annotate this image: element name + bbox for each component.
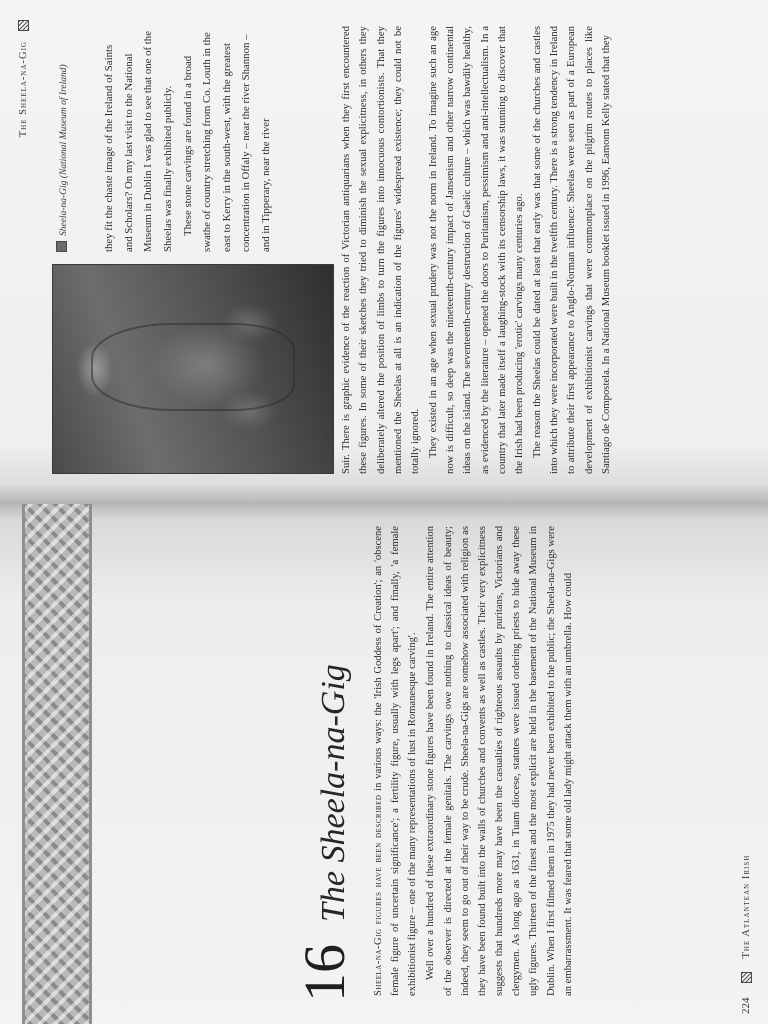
caption-text: Sheela-na-Gig (National Museum of Ireland) — [59, 64, 69, 236]
left-paragraph-2: Well over a hundred of these extraordinary stone figures have been found in Ireland. The entire attention of the observer is directed at the female genitals. The carvings owe nothing to classical ideas of beauty; indeed, they seem to go out of their way to be crude. Sheela-na-Gigs are somehow associated with religion as they have been found built into the walls of churches and convents as well as castles. Their very explicitness suggests that hundreds more may have been the casualties of righteous assaults by puritans, Victorians and clergymen. As long ago as 1631, in Tuam diocese, statutes were issued ordering priests to hide away these ugly figures. Thirteen of the finest and the most explicit are held in the basement of the National Museum in Dublin. When I first filmed them in 1975 they had never been exhibited to the public; the Sheela-na-Gigs were an embarrassment. It was feared that some old lady might attack them with an umbrella. How could — [425, 526, 574, 996]
photo-caption — [56, 32, 71, 252]
right-header — [18, 20, 29, 137]
right-body-text-column — [100, 28, 277, 252]
chapter-number: 16 — [292, 944, 357, 1002]
right-paragraph-1: they fit the chaste image of the Ireland of Saints and Scholars? On my last visit to the National Museum in Dublin I was glad to see that one of the Sheelas was finally exhibited publicly. — [103, 31, 174, 252]
chapter-title: The Sheela-na-Gig — [315, 664, 352, 922]
celtic-knot-border — [22, 504, 92, 1024]
left-running-head: The Atlantean Irish — [740, 854, 752, 959]
page-number: 224 — [740, 997, 752, 1014]
right-running-head: The Sheela-na-Gig — [18, 41, 29, 138]
left-paragraph-1-rest: in various ways: the 'Irish Goddess of Creation'; an 'obscene female figure of uncertain significance'; a fertility figure, usually with legs apart'; and finally, 'a female exhibitionist figure – one of the many representations of lust in Romanesque carving'. — [373, 526, 419, 996]
knot-ornament-icon — [741, 973, 752, 984]
left-body-text — [370, 526, 578, 996]
chapter-heading — [292, 522, 357, 1002]
right-paragraph-3: They existed in an age when sexual prudery was not the norm in Ireland. To imagine such an age now is difficult, so deep was the nineteenth-century impact of Jansenism and other narrow continental ideas on the island. The seventeenth-century destruction of Gaelic culture – which was bawdily healthy, as evidenced by the literature – opened the doors to Puritanism, pessimism and anti-intellectualism. In a country that later made itself a laughing-stock with its censorship laws, it was stunning to discover that the Irish had been producing 'erotic' carvings many centuries ago. — [426, 26, 526, 474]
right-paragraph-4: The reason the Sheelas could be dated at least that early was that some of the churches and castles into which they were incorporated were built in the twelfth century. There is a strong tendency in Ireland to attribute their first appearance to Anglo-Norman influence: Sheelas were seen as part of a European development of exhibitionist carvings that were commonplace on the pilgrim routes to places like Santiago de Compostela. In a National Museum booklet issued in 1996, Eamonn Kelly stated that they — [530, 26, 612, 474]
sheela-na-gig-photo — [52, 264, 334, 474]
caption-bullet-icon — [56, 241, 67, 252]
left-page — [0, 504, 768, 1024]
knot-ornament-icon — [18, 20, 29, 31]
left-footer — [740, 614, 752, 1014]
lead-words: Sheela-na-Gig figures have been described — [373, 794, 384, 996]
left-paragraph-1 — [370, 526, 421, 996]
right-body-text-full — [338, 26, 615, 474]
right-paragraph-2-start: These stone carvings are found in a broad swathe of country stretching from Co. Louth in the east to Kerry in the south-west, with the greatest concentration in Offaly – near the river Shannon – and in Tipperary, near the river — [181, 32, 273, 252]
stone-figure-outline — [91, 323, 295, 411]
right-page — [0, 0, 768, 504]
right-paragraph-2-end: Suir. There is graphic evidence of the reaction of Victorian antiquarians when they first encountered these figures. In some of their sketches they tried to diminish the sexual explicitness, in others they deliberately altered the position of limbs to turn the figures into innocuous contortionists. That they mentioned the Sheelas at all is an indication of the figures' widespread existence; they could not be totally ignored. — [340, 26, 422, 474]
